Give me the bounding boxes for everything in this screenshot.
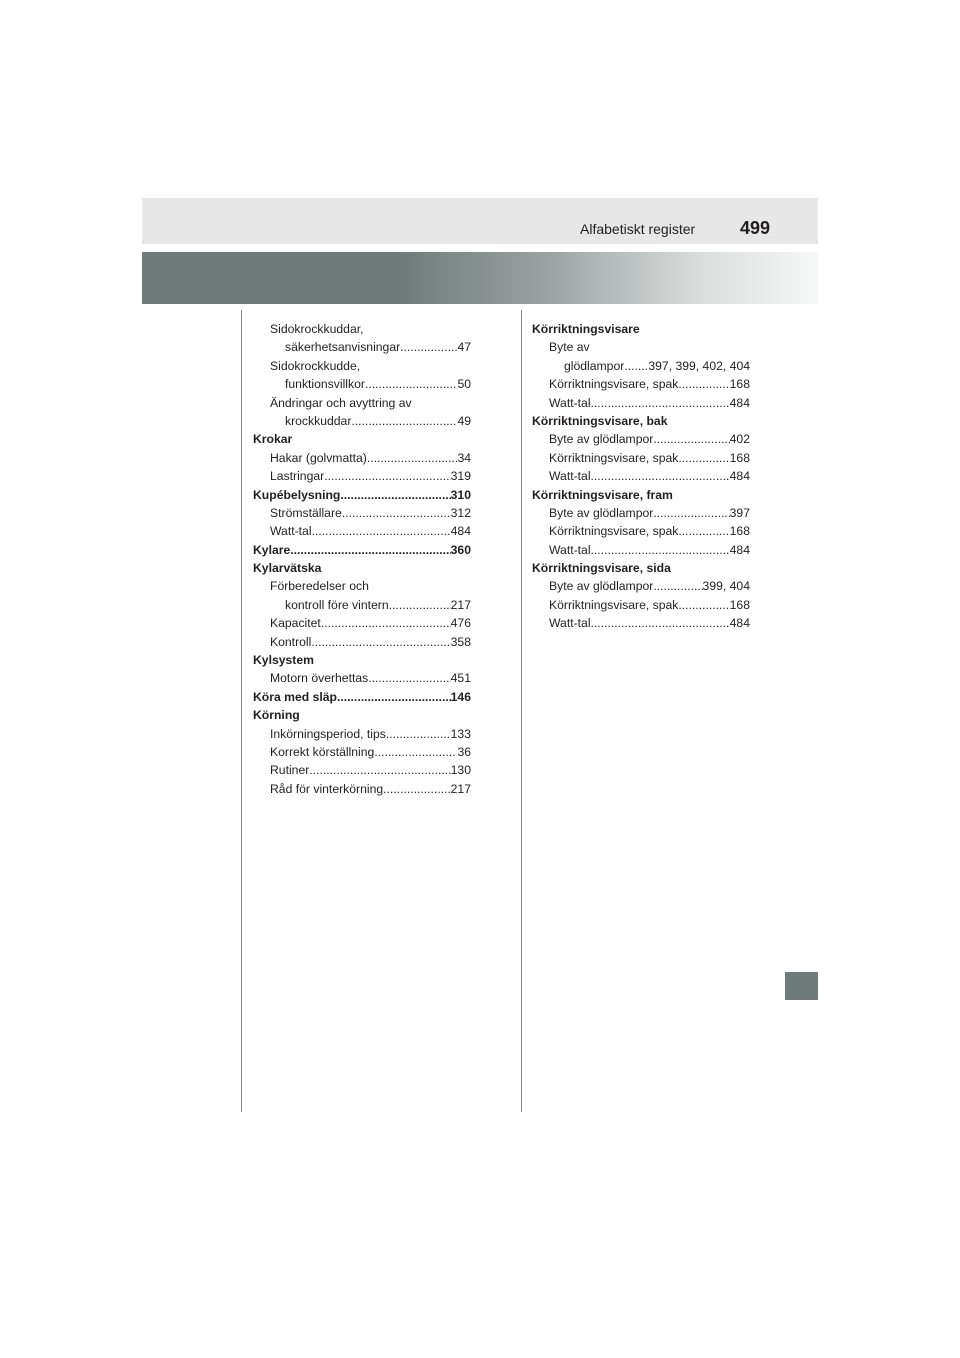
index-entry-pages: 217 [450, 781, 471, 796]
index-entry [253, 412, 471, 430]
index-entry [532, 504, 750, 522]
index-entry-term: Körriktningsvisare, spak [549, 597, 679, 612]
dot-leader [365, 375, 458, 393]
index-entry-pages: 476 [450, 616, 471, 631]
index-entry [253, 780, 471, 798]
dot-leader [312, 522, 451, 540]
index-entry-pages: 360 [450, 542, 471, 557]
index-entry-term: Korrekt körställning [270, 744, 375, 759]
decorative-gradient-band [142, 252, 818, 304]
index-entry-term: Watt-tal [549, 616, 591, 631]
index-entry [532, 614, 750, 632]
index-entry [253, 651, 471, 669]
index-entry [253, 541, 471, 559]
dot-leader [653, 577, 702, 595]
index-entry [253, 357, 471, 375]
dot-leader [321, 614, 451, 632]
dot-leader [653, 504, 729, 522]
index-entry-term: Kontroll [270, 634, 312, 649]
index-entry-pages: 397, 399, 402, 404 [648, 358, 750, 373]
index-entry-pages: 50 [457, 377, 471, 392]
index-entry-term: Inkörningsperiod, tips [270, 726, 386, 741]
index-entry [253, 320, 471, 338]
index-entry-pages: 36 [457, 744, 471, 759]
index-entry-pages: 168 [729, 597, 750, 612]
column-divider-middle [521, 310, 522, 1112]
index-entry-pages: 397 [729, 505, 750, 520]
index-entry-pages: 402 [729, 432, 750, 447]
index-column-right [532, 320, 750, 633]
dot-leader [324, 467, 450, 485]
index-entry-term: säkerhetsanvisningar [285, 340, 401, 355]
index-entry-term: Körriktningsvisare, sida [532, 561, 671, 576]
index-entry [532, 357, 750, 375]
index-entry-term: Rutiner [270, 763, 310, 778]
dot-leader [591, 467, 730, 485]
index-entry-term: Motorn överhettas [270, 671, 369, 686]
dot-leader [351, 412, 457, 430]
dot-leader [342, 504, 451, 522]
dot-leader [337, 688, 451, 706]
index-entry-pages: 146 [450, 689, 471, 704]
index-entry-pages: 358 [450, 634, 471, 649]
dot-leader [340, 486, 450, 504]
index-entry [253, 577, 471, 595]
index-entry [532, 577, 750, 595]
index-entry [532, 338, 750, 356]
index-entry-term: Råd för vinterkörning [270, 781, 384, 796]
index-entry-pages: 484 [729, 395, 750, 410]
index-entry [253, 467, 471, 485]
index-entry-term: Byte av glödlampor [549, 505, 654, 520]
index-entry-term: kontroll före vintern [285, 597, 389, 612]
index-entry-term: Ändringar och avyttring av [270, 395, 412, 410]
index-entry-term: Byte av [549, 340, 590, 355]
index-entry [532, 375, 750, 393]
index-entry [532, 320, 750, 338]
dot-leader [400, 338, 457, 356]
index-entry-pages: 399, 404 [702, 579, 750, 594]
index-entry [253, 743, 471, 761]
index-entry [253, 430, 471, 448]
index-entry [253, 706, 471, 724]
dot-leader [290, 541, 450, 559]
index-entry-term: Kylsystem [253, 653, 314, 668]
dot-leader [624, 357, 648, 375]
index-entry-term: Körriktningsvisare, bak [532, 413, 668, 428]
index-entry-term: glödlampor [564, 358, 625, 373]
index-entry-term: Körning [253, 708, 300, 723]
dot-leader [653, 430, 729, 448]
index-entry-term: Watt-tal [549, 469, 591, 484]
dot-leader [309, 761, 450, 779]
dot-leader [591, 614, 730, 632]
index-entry [253, 559, 471, 577]
index-entry [532, 541, 750, 559]
index-entry [253, 761, 471, 779]
index-entry-term: Förberedelser och [270, 579, 369, 594]
index-entry-pages: 484 [450, 524, 471, 539]
index-entry [253, 522, 471, 540]
dot-leader [678, 375, 729, 393]
index-entry-term: Körriktningsvisare, spak [549, 377, 679, 392]
index-entry-pages: 484 [729, 616, 750, 631]
dot-leader [374, 743, 457, 761]
index-entry [532, 596, 750, 614]
index-entry-pages: 319 [450, 469, 471, 484]
index-entry [532, 412, 750, 430]
index-entry-term: Strömställare [270, 505, 342, 520]
index-entry-term: Körriktningsvisare [532, 322, 640, 336]
index-entry [253, 669, 471, 687]
index-entry [532, 486, 750, 504]
index-entry [253, 596, 471, 614]
dot-leader [311, 633, 450, 651]
chapter-tab [785, 972, 818, 1000]
index-column-left [253, 320, 471, 798]
index-entry [253, 338, 471, 356]
index-entry [532, 394, 750, 412]
dot-leader [368, 669, 450, 687]
dot-leader [678, 449, 729, 467]
index-entry-term: Körriktningsvisare, spak [549, 524, 679, 539]
index-entry [253, 633, 471, 651]
index-entry [253, 449, 471, 467]
index-entry-term: funktionsvillkor [285, 377, 365, 392]
index-entry [253, 486, 471, 504]
dot-leader [678, 522, 729, 540]
header-bar [142, 198, 818, 244]
index-entry-pages: 312 [450, 505, 471, 520]
index-entry-pages: 49 [457, 413, 471, 428]
index-entry-pages: 484 [729, 469, 750, 484]
page-number: 499 [740, 218, 771, 238]
index-entry [532, 522, 750, 540]
dot-leader [383, 780, 451, 798]
index-entry-term: Byte av glödlampor [549, 579, 654, 594]
index-entry [253, 725, 471, 743]
index-entry-term: Köra med släp [253, 689, 337, 704]
index-entry [532, 449, 750, 467]
index-entry [253, 394, 471, 412]
index-entry-term: Krokar [253, 432, 293, 447]
index-entry-term: Sidokrockkudde, [270, 358, 361, 373]
dot-leader [389, 596, 451, 614]
index-entry-pages: 130 [450, 763, 471, 778]
index-entry [253, 688, 471, 706]
index-entry-term: Hakar (golvmatta) [270, 450, 367, 465]
index-entry-pages: 34 [457, 450, 471, 465]
index-entry-term: Kupébelysning [253, 487, 341, 502]
index-entry-term: Lastringar [270, 469, 325, 484]
index-entry-pages: 133 [450, 726, 471, 741]
dot-leader [367, 449, 458, 467]
dot-leader [591, 541, 730, 559]
section-title: Alfabetiskt register [580, 221, 696, 237]
index-entry-term: Kylarvätska [253, 561, 322, 576]
index-entry-term: Sidokrockkuddar, [270, 322, 364, 336]
dot-leader [386, 725, 451, 743]
index-entry-pages: 310 [450, 487, 471, 502]
index-entry-term: Watt-tal [270, 524, 312, 539]
dot-leader [678, 596, 729, 614]
index-entry-pages: 217 [450, 597, 471, 612]
index-entry-pages: 168 [729, 524, 750, 539]
index-entry [532, 559, 750, 577]
index-entry-term: Körriktningsvisare, fram [532, 487, 673, 502]
index-entry [253, 614, 471, 632]
index-entry-pages: 451 [450, 671, 471, 686]
index-entry [253, 375, 471, 393]
column-divider-left [241, 310, 242, 1112]
index-entry-term: Kylare [253, 542, 291, 557]
index-entry-term: Kapacitet [270, 616, 321, 631]
dot-leader [591, 394, 730, 412]
index-entry-term: Byte av glödlampor [549, 432, 654, 447]
index-entry-pages: 484 [729, 542, 750, 557]
index-entry [532, 430, 750, 448]
index-entry-term: Körriktningsvisare, spak [549, 450, 679, 465]
index-entry-term: Watt-tal [549, 395, 591, 410]
index-entry-pages: 168 [729, 377, 750, 392]
index-entry-term: Watt-tal [549, 542, 591, 557]
index-entry-pages: 168 [729, 450, 750, 465]
index-entry [253, 504, 471, 522]
index-entry-term: krockkuddar [285, 413, 352, 428]
index-entry [532, 467, 750, 485]
index-entry-pages: 47 [457, 340, 471, 355]
